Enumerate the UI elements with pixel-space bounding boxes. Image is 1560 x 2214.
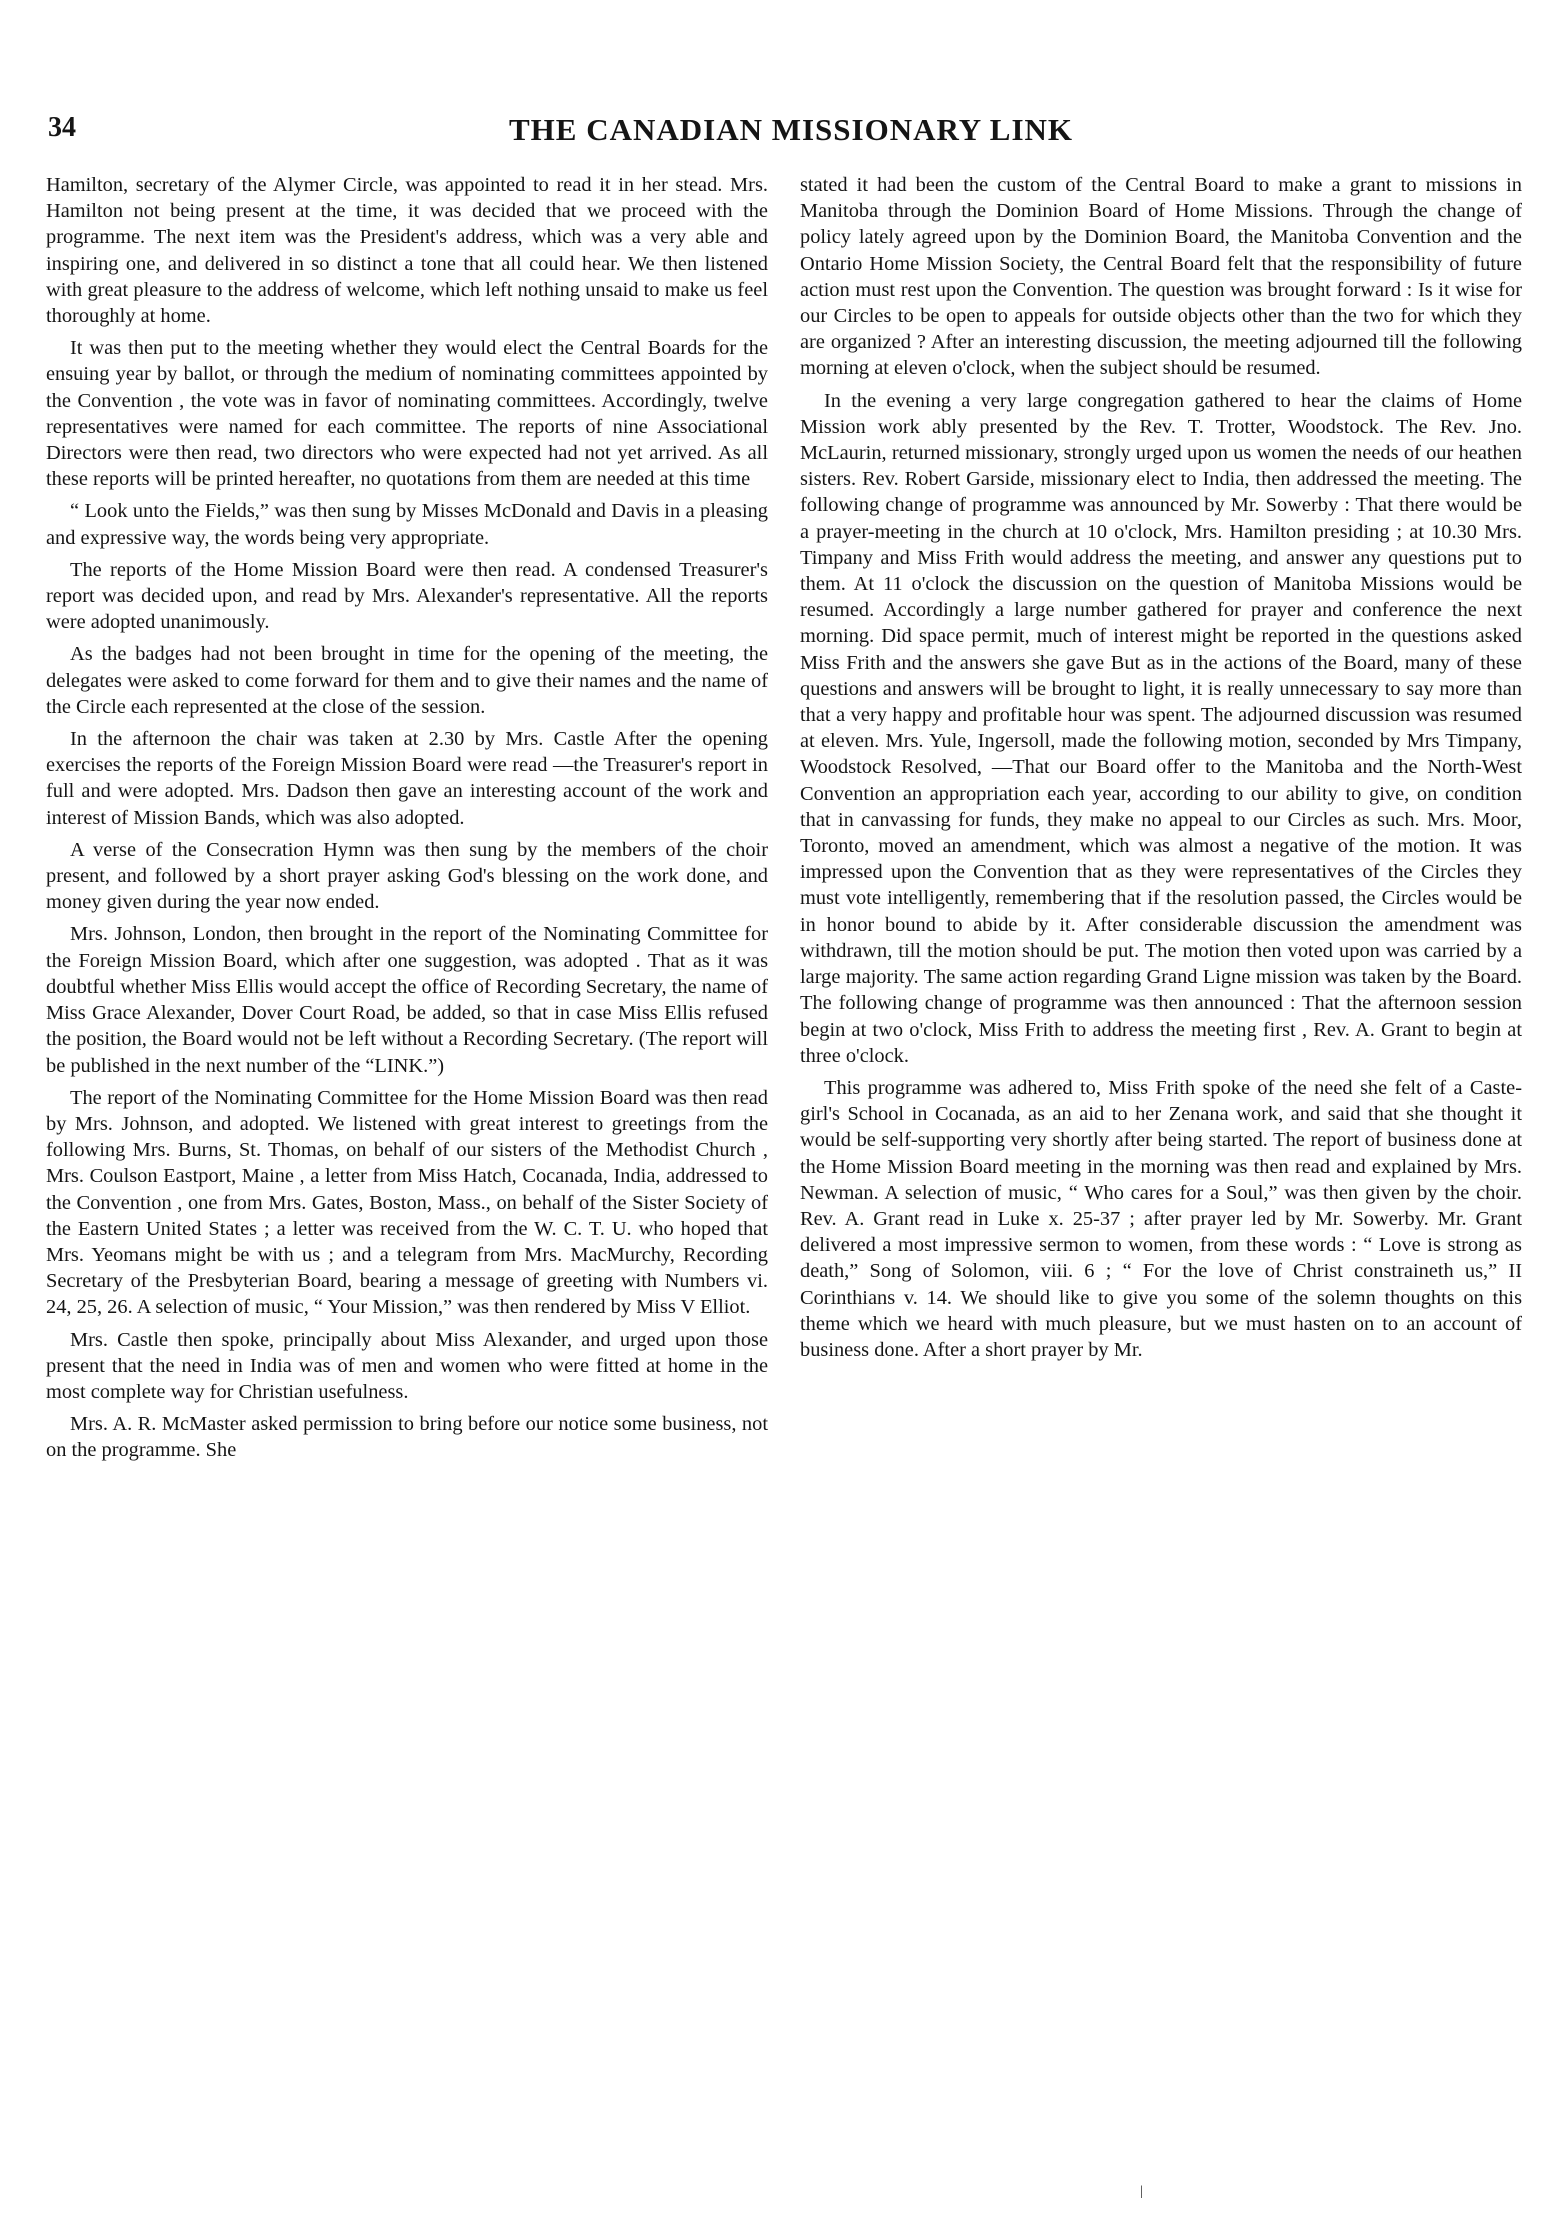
paragraph: Mrs. Johnson, London, then brought in the report of the Nominating Committee for the Foreign Mission Board, which after one suggestion, was adopted . That as it was doubtful whether Miss Ellis would accept the office of Recording Secretary, the name of Miss Grace Alexander, Dover Court Road, be added, so that in case Miss Ellis refused the position, the Board would not be left without a Recording Secretary. (The report will be published in the next number of the “LINK.”) bbox=[46, 923, 768, 1077]
paragraph: stated it had been the custom of the Central Board to make a grant to missions in Manitoba through the Dominion Board of Home Missions. Through the change of policy lately agreed upon by the Dominion Board, the Manitoba Convention and the Ontario Home Mission Society, the Central Board felt that the responsibility of future action must rest upon the Convention. The question was brought forward : Is it wise for our Circles to be open to appeals for outside objects other than the two for which they are organized ? After an interesting discussion, the meeting adjourned till the following morning at eleven o'clock, when the subject should be resumed. bbox=[800, 174, 1522, 380]
page-number: 34 bbox=[48, 112, 76, 143]
paragraph: A verse of the Consecration Hymn was then sung by the members of the choir present, and followed by a short prayer asking God's blessing on the work done, and money given during the year now ended. bbox=[46, 838, 768, 914]
paragraph: The reports of the Home Mission Board were then read. A condensed Treasurer's report was decided upon, and read by Mrs. Alexander's representative. All the reports were adopted unanimously. bbox=[46, 558, 768, 634]
left-column bbox=[46, 172, 768, 2172]
paragraph: Hamilton, secretary of the Alymer Circle, was appointed to read it in her stead. Mrs. Hamilton not being present at the time, it was decided that we proceed with the programme. The next item was the President's address, which was a very able and inspiring one, and delivered in so distinct a tone that all could hear. We then listened with great pleasure to the address of welcome, which left nothing unsaid to make us feel thoroughly at home. bbox=[46, 174, 768, 328]
paragraph: The report of the Nominating Committee for the Home Mission Board was then read by Mrs. Johnson, and adopted. We listened with great interest to greetings from the following Mrs. Burns, St. Thomas, on behalf of our sisters of the Methodist Church , Mrs. Coulson Eastport, Maine , a letter from Miss Hatch, Cocanada, India, addressed to the Convention , one from Mrs. Gates, Boston, Mass., on behalf of the Sister Society of the Eastern United States ; a letter was received from the W. C. T. U. who hoped that Mrs. Yeomans might be with us ; and a telegram from Mrs. MacMurchy, Recording Secretary of the Presbyterian Board, bearing a message of greeting with Numbers vi. 24, 25, 26. A selection of music, “ Your Mission,” was then rendered by Miss V Elliot. bbox=[46, 1086, 768, 1319]
paragraph: As the badges had not been brought in time for the opening of the meeting, the delegates were asked to come forward for them and to give their names and the name of the Circle each represented at the close of the session. bbox=[46, 643, 768, 718]
paragraph: “ Look unto the Fields,” was then sung by Misses McDonald and Davis in a pleasing and expressive way, the words being very appropriate. bbox=[46, 500, 768, 549]
paragraph: Mrs. Castle then spoke, principally about Miss Alexander, and urged upon those present that the need in India was of men and women who were fitted at home in the most complete way for Christian usefulness. bbox=[46, 1328, 768, 1403]
right-column bbox=[800, 172, 1522, 2172]
page-header bbox=[46, 112, 1516, 152]
masthead-title: THE CANADIAN MISSIONARY LINK bbox=[508, 112, 1074, 147]
paragraph: This programme was adhered to, Miss Frith spoke of the need she felt of a Caste-girl's School in Cocanada, as an aid to her Zenana work, and said that she thought it would be self-supporting very shortly after being started. The report of business done at the Home Mission Board meeting in the morning was then read and explained by Mrs. Newman. A selection of music, “ Who cares for a Soul,” was then given by the choir. Rev. A. Grant read in Luke x. 25-37 ; after prayer led by Mr. Sowerby. Mr. Grant delivered a most impressive sermon to women, from these words : “ Love is strong as death,” Song of Solomon, viii. 6 ; “ For the love of Christ constraineth us,” II Corinthians v. 14. We should like to give you some of the solemn thoughts on this theme which we heard with much pleasure, but we must hasten on to an account of business done. After a short prayer by Mr. bbox=[800, 1076, 1522, 1361]
paragraph: It was then put to the meeting whether they would elect the Central Boards for the ensuing year by ballot, or through the medium of nominating committees appointed by the Convention , the vote was in favor of nominating committees. Accordingly, twelve representatives were named for each committee. The reports of nine Associational Directors were then read, two directors who were expected had not yet arrived. As all these reports will be printed hereafter, no quotations from them are needed at this time bbox=[46, 337, 768, 491]
print-mark: | bbox=[1140, 2184, 1143, 2199]
paragraph: In the evening a very large congregation gathered to hear the claims of Home Mission work ably presented by the Rev. T. Trotter, Woodstock. The Rev. Jno. McLaurin, returned missionary, strongly urged upon us women the needs of our heathen sisters. Rev. Robert Garside, missionary elect to India, then addressed the meeting. The following change of programme was announced by Mr. Sowerby : That there would be a prayer-meeting in the church at 10 o'clock, Mrs. Hamilton presiding ; at 10.30 Mrs. Timpany and Miss Frith would address the meeting, and answer any questions put to them. At 11 o'clock the discussion on the question of Manitoba Missions would be resumed. Accordingly a large number gathered for prayer and conference the next morning. Did space permit, much of interest might be reported in the questions asked Miss Frith and the answers she gave But as in the actions of the Board, many of these questions and answers will be brought to light, it is really unnecessary to say more than that a very happy and profitable hour was spent. The adjourned discussion was resumed at eleven. Mrs. Yule, Ingersoll, made the following motion, seconded by Mrs Timpany, Woodstock Resolved, —That our Board offer to the Manitoba and the North-West Convention an appropriation each year, according to our ability to give, on condition that in canvassing for funds, they make no appeal to our Circles as such. Mrs. Moor, Toronto, moved an amendment, which was almost a negative of the motion. It was impressed upon the Convention that as they were representatives of the Circles they must vote intelligently, remembering that if the resolution passed, the Circles would be in honor bound to abide by it. After considerable discussion the amendment was withdrawn, till the motion should be put. The motion then voted upon was carried by a large majority. The same action regarding Grand Ligne mission was taken by the Board. The following change of programme was then announced : That the afternoon session begin at two o'clock, Miss Frith to address the meeting first , Rev. A. Grant to begin at three o'clock. bbox=[800, 389, 1522, 1067]
paragraph: Mrs. A. R. McMaster asked permission to bring before our notice some business, not on the programme. She bbox=[46, 1413, 768, 1462]
paragraph: In the afternoon the chair was taken at 2.30 by Mrs. Castle After the opening exercises the reports of the Foreign Mission Board were read —the Treasurer's report in full and were adopted. Mrs. Dadson then gave an interesting account of the work and interest of Mission Bands, which was also adopted. bbox=[46, 728, 768, 829]
